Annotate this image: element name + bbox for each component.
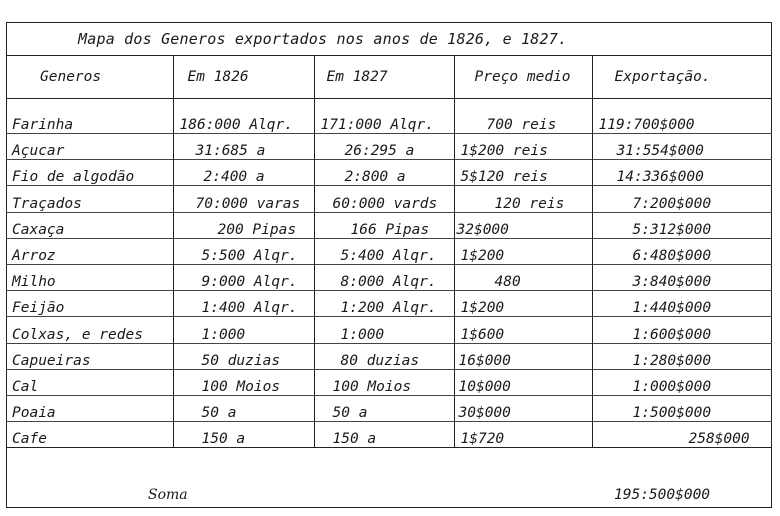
cell-1827: 5:400 Alqr. [314, 238, 454, 264]
cell-genero: Cafe [6, 422, 173, 448]
cell-exportacao: 1:500$000 [592, 395, 772, 421]
table-row [6, 395, 772, 421]
cell-genero: Colxas, e redes [6, 317, 173, 343]
cell-1827: 150 a [314, 422, 454, 448]
cell-1827: 1:000 [314, 317, 454, 343]
cell-1827: 166 Pipas [314, 212, 454, 238]
cell-exportacao: 1:600$000 [592, 317, 772, 343]
cell-1826: 100 Moios [173, 369, 314, 395]
header-em-1826: Em 1826 [173, 56, 314, 99]
cell-1827: 2:800 a [314, 160, 454, 186]
cell-1827: 60:000 vards [314, 186, 454, 212]
header-exportacao: Exportação. [592, 56, 772, 99]
cell-exportacao: 14:336$000 [592, 160, 772, 186]
table-row [6, 238, 772, 264]
cell-preco: 1$200 [454, 291, 592, 317]
cell-exportacao: 31:554$000 [592, 134, 772, 160]
cell-preco: 10$000 [454, 369, 592, 395]
cell-1826: 50 a [173, 395, 314, 421]
cell-1826: 200 Pipas [173, 212, 314, 238]
cell-preco: 16$000 [454, 343, 592, 369]
table-row [6, 369, 772, 395]
cell-1827: 171:000 Alqr. [314, 99, 454, 134]
cell-preco: 32$000 [454, 212, 592, 238]
cell-exportacao: 1:280$000 [592, 343, 772, 369]
table-row [6, 212, 772, 238]
cell-1827: 8:000 Alqr. [314, 264, 454, 290]
page-title: Mapa dos Generos exportados nos anos de 1826, e 1827. [78, 30, 568, 48]
cell-1826: 1:400 Alqr. [173, 291, 314, 317]
table-row [6, 343, 772, 369]
cell-genero: Feijão [6, 291, 173, 317]
cell-preco: 480 [454, 264, 592, 290]
cell-preco: 30$000 [454, 395, 592, 421]
cell-1827: 100 Moios [314, 369, 454, 395]
cell-exportacao: 5:312$000 [592, 212, 772, 238]
cell-1826: 2:400 a [173, 160, 314, 186]
cell-genero: Açucar [6, 134, 173, 160]
cell-1826: 150 a [173, 422, 314, 448]
table-row [6, 134, 772, 160]
cell-1827: 50 a [314, 395, 454, 421]
header-row [6, 56, 772, 99]
title-bar [6, 22, 772, 56]
cell-exportacao: 258$000 [592, 422, 772, 448]
table-row [6, 186, 772, 212]
cell-preco: 5$120 reis [454, 160, 592, 186]
cell-preco: 1$200 reis [454, 134, 592, 160]
table-row [6, 264, 772, 290]
cell-1827: 26:295 a [314, 134, 454, 160]
cell-genero: Poaia [6, 395, 173, 421]
cell-1826: 50 duzias [173, 343, 314, 369]
cell-exportacao: 6:480$000 [592, 238, 772, 264]
table-row [6, 99, 772, 134]
exports-table [6, 56, 772, 448]
cell-1827: 80 duzias [314, 343, 454, 369]
table-row [6, 422, 772, 448]
cell-exportacao: 3:840$000 [592, 264, 772, 290]
cell-genero: Capueiras [6, 343, 173, 369]
cell-1827: 1:200 Alqr. [314, 291, 454, 317]
cell-exportacao: 1:440$000 [592, 291, 772, 317]
soma-total: 195:500$000 [614, 487, 711, 503]
table-row [6, 291, 772, 317]
cell-1826: 1:000 [173, 317, 314, 343]
cell-genero: Milho [6, 264, 173, 290]
cell-exportacao: 119:700$000 [592, 99, 772, 134]
cell-genero: Cal [6, 369, 173, 395]
cell-preco: 700 reis [454, 99, 592, 134]
cell-1826: 9:000 Alqr. [173, 264, 314, 290]
header-generos: Generos [6, 56, 173, 99]
cell-preco: 1$720 [454, 422, 592, 448]
cell-preco: 1$200 [454, 238, 592, 264]
cell-1826: 186:000 Alqr. [173, 99, 314, 134]
cell-exportacao: 1:000$000 [592, 369, 772, 395]
cell-preco: 120 reis [454, 186, 592, 212]
table-row [6, 317, 772, 343]
footer-row [6, 478, 772, 508]
cell-1826: 5:500 Alqr. [173, 238, 314, 264]
cell-genero: Arroz [6, 238, 173, 264]
cell-genero: Traçados [6, 186, 173, 212]
header-em-1827: Em 1827 [314, 56, 454, 99]
soma-label: Soma [148, 487, 188, 503]
cell-genero: Caxaça [6, 212, 173, 238]
cell-preco: 1$600 [454, 317, 592, 343]
header-preco-medio: Preço medio [454, 56, 592, 99]
cell-1826: 70:000 varas [173, 186, 314, 212]
cell-1826: 31:685 a [173, 134, 314, 160]
table-row [6, 160, 772, 186]
cell-genero: Fio de algodão [6, 160, 173, 186]
cell-genero: Farinha [12, 117, 74, 133]
cell-exportacao: 7:200$000 [592, 186, 772, 212]
